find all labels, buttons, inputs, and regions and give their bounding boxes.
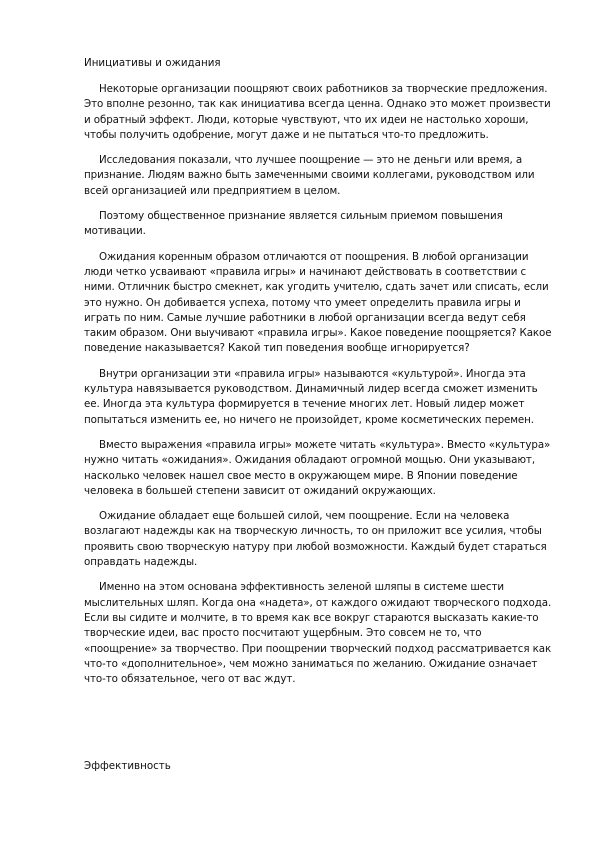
document-body — [84, 82, 554, 697]
paragraph-5: Внутри организации эти «правила игры» называются «культурой». Иногда эта культура навязывается руководством. Динамичный лидер всегда сможет изменить ее. Иногда эта культура формируется в течение многих лет. Новый лидер может попытаться изменить ее, но ничего не произойдет, кроме косметических перемен. — [84, 367, 538, 426]
paragraph-2: Исследования показали, что лучшее поощрение — это не деньги или время, а признание. Людям важно быть замеченными своими коллегами, руководством или всей организацией или предприятием в целом. — [84, 154, 535, 197]
next-section-title: Эффективность — [84, 760, 171, 772]
paragraph-3: Поэтому общественное признание является сильным приемом повышения мотивации. — [84, 210, 503, 238]
paragraph-1: Некоторые организации поощряют своих работников за творческие предложения. Это вполне резонно, так как инициатива всегда ценна. Однако это может произвести и обратный эффект. Люди, которые чувствуют, что их идеи не настолько хороши, чтобы получить одобрение, могут даже и не пытаться что-то предложить. — [84, 83, 551, 141]
paragraph-7: Ожидание обладает еще большей силой, чем поощрение. Если на человека возлагают надежды как на творческую личность, то он приложит все усилия, чтобы проявить свою творческую натуру при любой возможности. Каждый будет стараться оправдать надежды. — [84, 510, 547, 569]
section-title: Инициативы и ожидания — [84, 57, 221, 69]
paragraph-8: Именно на этом основана эффективность зеленой шляпы в системе шести мыслительных шляп. Когда она «надета», от каждого ожидают творческого подхода. Если вы сидите и молчите, в то время как все вокруг стараются высказать какие-то творческие идеи, вас просто посчитают ущербным. Это совсем не то, что «поощрение» за творчество. При поощрении творческий подход рассматривается как что-то «дополнительное», чем можно заниматься по желанию. Ожидание означает что-то обязательное, чего от вас ждут. — [84, 581, 552, 686]
paragraph-6: Вместо выражения «правила игры» можете читать «культура». Вместо «культура» нужно читать «ожидания». Ожидания обладают огромной мощью. Они указывают, насколько человек нашел свое место в окружающем мире. В Японии поведение человека в большей степени зависит от ожиданий окружающих. — [84, 438, 551, 497]
paragraph-4: Ожидания коренным образом отличаются от поощрения. В любой организации люди четко усваивают «правила игры» и начинают действовать в соответствии с ними. Отличник быстро смекнет, как угодить учителю, сдать зачет или списать, если это нужно. Он добивается успеха, потому что умеет определить правила игры и играть по ним. Самые лучшие работники в любой организации всегда ведут себя таким образом. Они выучивают «правила игры». Какое поведение поощряется? Какое поведение наказывается? Какой тип поведения вообще игнорируется? — [84, 250, 552, 355]
